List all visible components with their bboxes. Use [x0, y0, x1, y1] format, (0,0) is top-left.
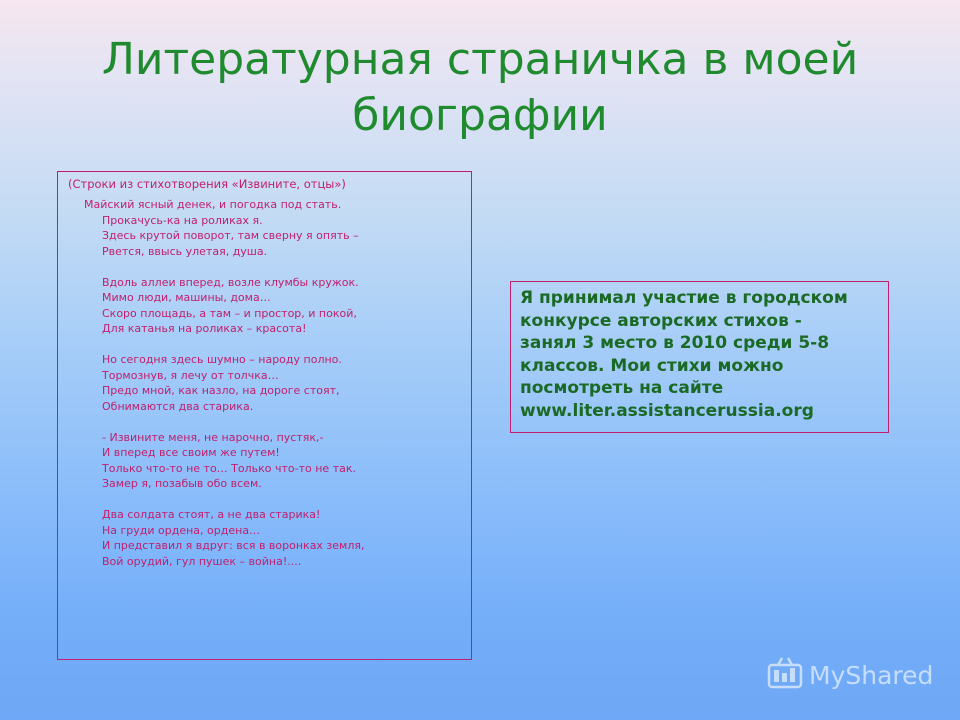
info-line: посмотреть на сайте	[520, 378, 724, 399]
poem-stanza-4	[84, 430, 464, 492]
poem-line: Только что-то не то… Только что-то не так.	[102, 461, 356, 475]
poem-line: Прокачусь-ка на роликах я.	[102, 213, 263, 227]
poem-line: Мимо люди, машины, дома…	[102, 291, 271, 304]
slide-title	[60, 32, 900, 144]
poem-line: Два солдата стоят, а не два старика!	[102, 508, 321, 521]
poem-line: Для катанья на роликах – красота!	[102, 322, 307, 335]
poem-line: Но сегодня здесь шумно – народу полно.	[102, 353, 342, 366]
poem-line: Замер я, позабыв обо всем.	[102, 477, 262, 490]
poem-line: Здесь крутой поворот, там сверну я опять –	[102, 229, 359, 242]
poem-line: Вдоль аллеи вперед, возле клумбы кружок.	[102, 275, 359, 289]
poem-line: Предо мной, как назло, на дороге стоят,	[102, 384, 340, 397]
poem-line: - Извините меня, не нарочно, пустяк,-	[102, 430, 324, 444]
myshared-watermark-text: MyShared	[809, 661, 934, 690]
slide-title-line-1: Литературная страничка в моей	[101, 34, 859, 85]
myshared-watermark	[767, 656, 933, 695]
info-line: классов. Мои стихи можно	[520, 355, 784, 376]
poem-stanza-3	[84, 352, 464, 414]
info-line: конкурсе авторских стихов -	[520, 310, 802, 331]
poem-line: И представил я вдруг: вся в воронках земля,	[102, 539, 365, 552]
info-text	[520, 287, 882, 423]
poem-line: Обнимаются два старика.	[102, 399, 254, 413]
info-line: Я принимал участие в городском	[520, 288, 848, 308]
poem-caption: (Строки из стихотворения «Извините, отцы»)	[68, 177, 346, 191]
poem-text	[84, 197, 464, 585]
poem-line: На груди ордена, ордена…	[102, 523, 261, 537]
poem-line: Рвется, ввысь улетая, душа.	[102, 244, 268, 258]
myshared-logo-icon	[767, 656, 803, 695]
slide-title-line-2: биографии	[352, 90, 608, 141]
poem-line: Вой орудий, гул пушек – война!....	[102, 554, 302, 568]
poem-stanza-5	[84, 507, 464, 569]
poem-line: Скоро площадь, а там – и простор, и покой,	[102, 306, 357, 320]
poem-line: Тормознув, я лечу от толчка…	[102, 368, 279, 382]
poem-stanza-2	[84, 275, 464, 337]
info-line: занял 3 место в 2010 среди 5-8	[520, 333, 830, 354]
poem-line: И вперед все своим же путем!	[102, 446, 280, 459]
poem-stanza-1	[84, 197, 464, 259]
info-line: www.liter.assistancerussia.org	[520, 400, 814, 421]
poem-line: Майский ясный денек, и погодка под стать.	[84, 198, 342, 211]
